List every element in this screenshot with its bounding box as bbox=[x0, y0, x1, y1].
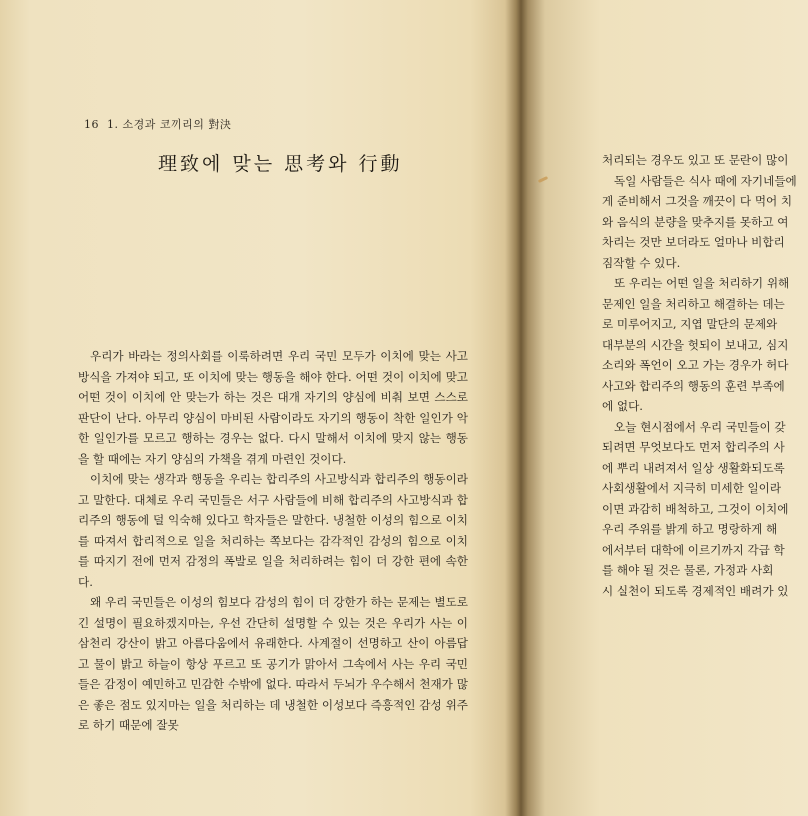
right-body-text bbox=[602, 150, 808, 601]
text-line: 문제인 일을 처리하고 해결하는 데는 bbox=[602, 296, 785, 311]
text-line: 사회생활에서 지극히 미세한 일이라 bbox=[602, 481, 782, 495]
text-line: 에 뿌리 내려져서 일상 생활화되도록 bbox=[602, 460, 785, 475]
text-line: 사고와 합리주의 행동의 훈련 부족에 bbox=[602, 378, 785, 393]
text-line: 대부분의 시간을 헛되이 보내고, 심지 bbox=[602, 337, 789, 352]
left-body-text bbox=[78, 346, 468, 736]
running-head bbox=[84, 116, 231, 132]
text-line: 에 없다. bbox=[602, 399, 643, 413]
section-title: 理致에 맞는 思考와 行動 bbox=[158, 153, 403, 175]
text-line: 되려면 무엇보다도 먼저 합리주의 사 bbox=[602, 440, 785, 454]
text-line: 차리는 것만 보더라도 얼마나 비합리 bbox=[602, 235, 785, 249]
paragraph: 왜 우리 국민들은 이성의 힘보다 감성의 힘이 더 강한가 하는 문제는 별도로 긴 설명이 필요하겠지마는, 우선 간단히 설명할 수 있는 것은 우리가 사는 이 삼천리 강산이 밝고 아름다움에서 유래한다. 사계절이 선명하고 산이 아름답고 물이 밝고 하늘이 항상 푸르고 또 공기가 맑아서 그속에서 사는 우리 국민들은 감정이 예민하고 민감한 수밖에 없다. 따라서 두뇌가 우수해서 천재가 많은 좋은 점도 있지마는 일을 처리하는 데 냉철한 이성보다 즉흥적인 감성 위주로 하기 때문에 잘못 bbox=[78, 595, 468, 732]
chapter-title: 1. 소경과 코끼리의 對決 bbox=[107, 118, 232, 131]
text-line: 시 실천이 되도록 경제적인 배려가 있 bbox=[602, 583, 789, 598]
text-line: 소리와 폭언이 오고 가는 경우가 허다 bbox=[602, 358, 789, 372]
right-page bbox=[524, 0, 808, 816]
text-line: 이면 과감히 배척하고, 그것이 이치에 bbox=[602, 501, 789, 516]
text-line: 에서부터 대학에 이르기까지 각급 학 bbox=[602, 542, 785, 557]
text-line: 처리되는 경우도 있고 또 문란이 많이 bbox=[602, 153, 789, 167]
text-line: 짐작할 수 있다. bbox=[602, 255, 681, 270]
paragraph: 우리가 바라는 정의사회를 이룩하려면 우리 국민 모두가 이치에 맞는 사고방식을 가져야 되고, 또 이치에 맞는 행동을 해야 한다. 어떤 것이 이치에 맞고 어떤 것이 이치에 안 맞는가 하는 것은 대개 자기의 양심에 비춰 보면 스스로 판단이 난다. 아무리 양심이 마비된 사람이라도 자기의 행동이 착한 일인가 악한 일인가를 모르고 행하는 경우는 없다. 다시 말해서 이치에 맞지 않는 행동을 할 때에는 자기 양심의 가책을 겪게 마련인 것이다. bbox=[78, 349, 468, 466]
text-line: 를 해야 될 것은 물론, 가정과 사회 bbox=[602, 563, 774, 577]
text-line: 로 미루어지고, 지엽 말단의 문제와 bbox=[602, 317, 778, 331]
text-line: 또 우리는 어떤 일을 처리하기 위해 bbox=[614, 276, 790, 290]
page-number: 16 bbox=[84, 118, 99, 131]
text-line: 오늘 현시점에서 우리 국민들이 갖 bbox=[614, 419, 786, 434]
text-line: 와 음식의 분량을 맞추지를 못하고 여 bbox=[602, 214, 789, 229]
paragraph: 이치에 맞는 생각과 행동을 우리는 합리주의 사고방식과 합리주의 행동이라고 말한다. 대체로 우리 국민들은 서구 사람들에 비해 합리주의 사고방식과 합리주의 행동에 덜 익숙해 있다고 학자들은 말한다. 냉철한 이성의 힘으로 이치를 따져서 합리적으로 일을 처리하는 쪽보다는 감각적인 감성의 힘으로 이치를 따지기 전에 먼저 감정의 폭발로 일을 처리하려는 힘이 더 강한 편에 속한다. bbox=[78, 472, 468, 589]
text-line: 독일 사람들은 식사 때에 자기네들에 bbox=[614, 173, 797, 188]
text-line: 게 준비해서 그것을 깨끗이 다 먹어 치 bbox=[602, 194, 793, 208]
text-line: 우리 주위를 밝게 하고 명랑하게 해 bbox=[602, 522, 778, 536]
